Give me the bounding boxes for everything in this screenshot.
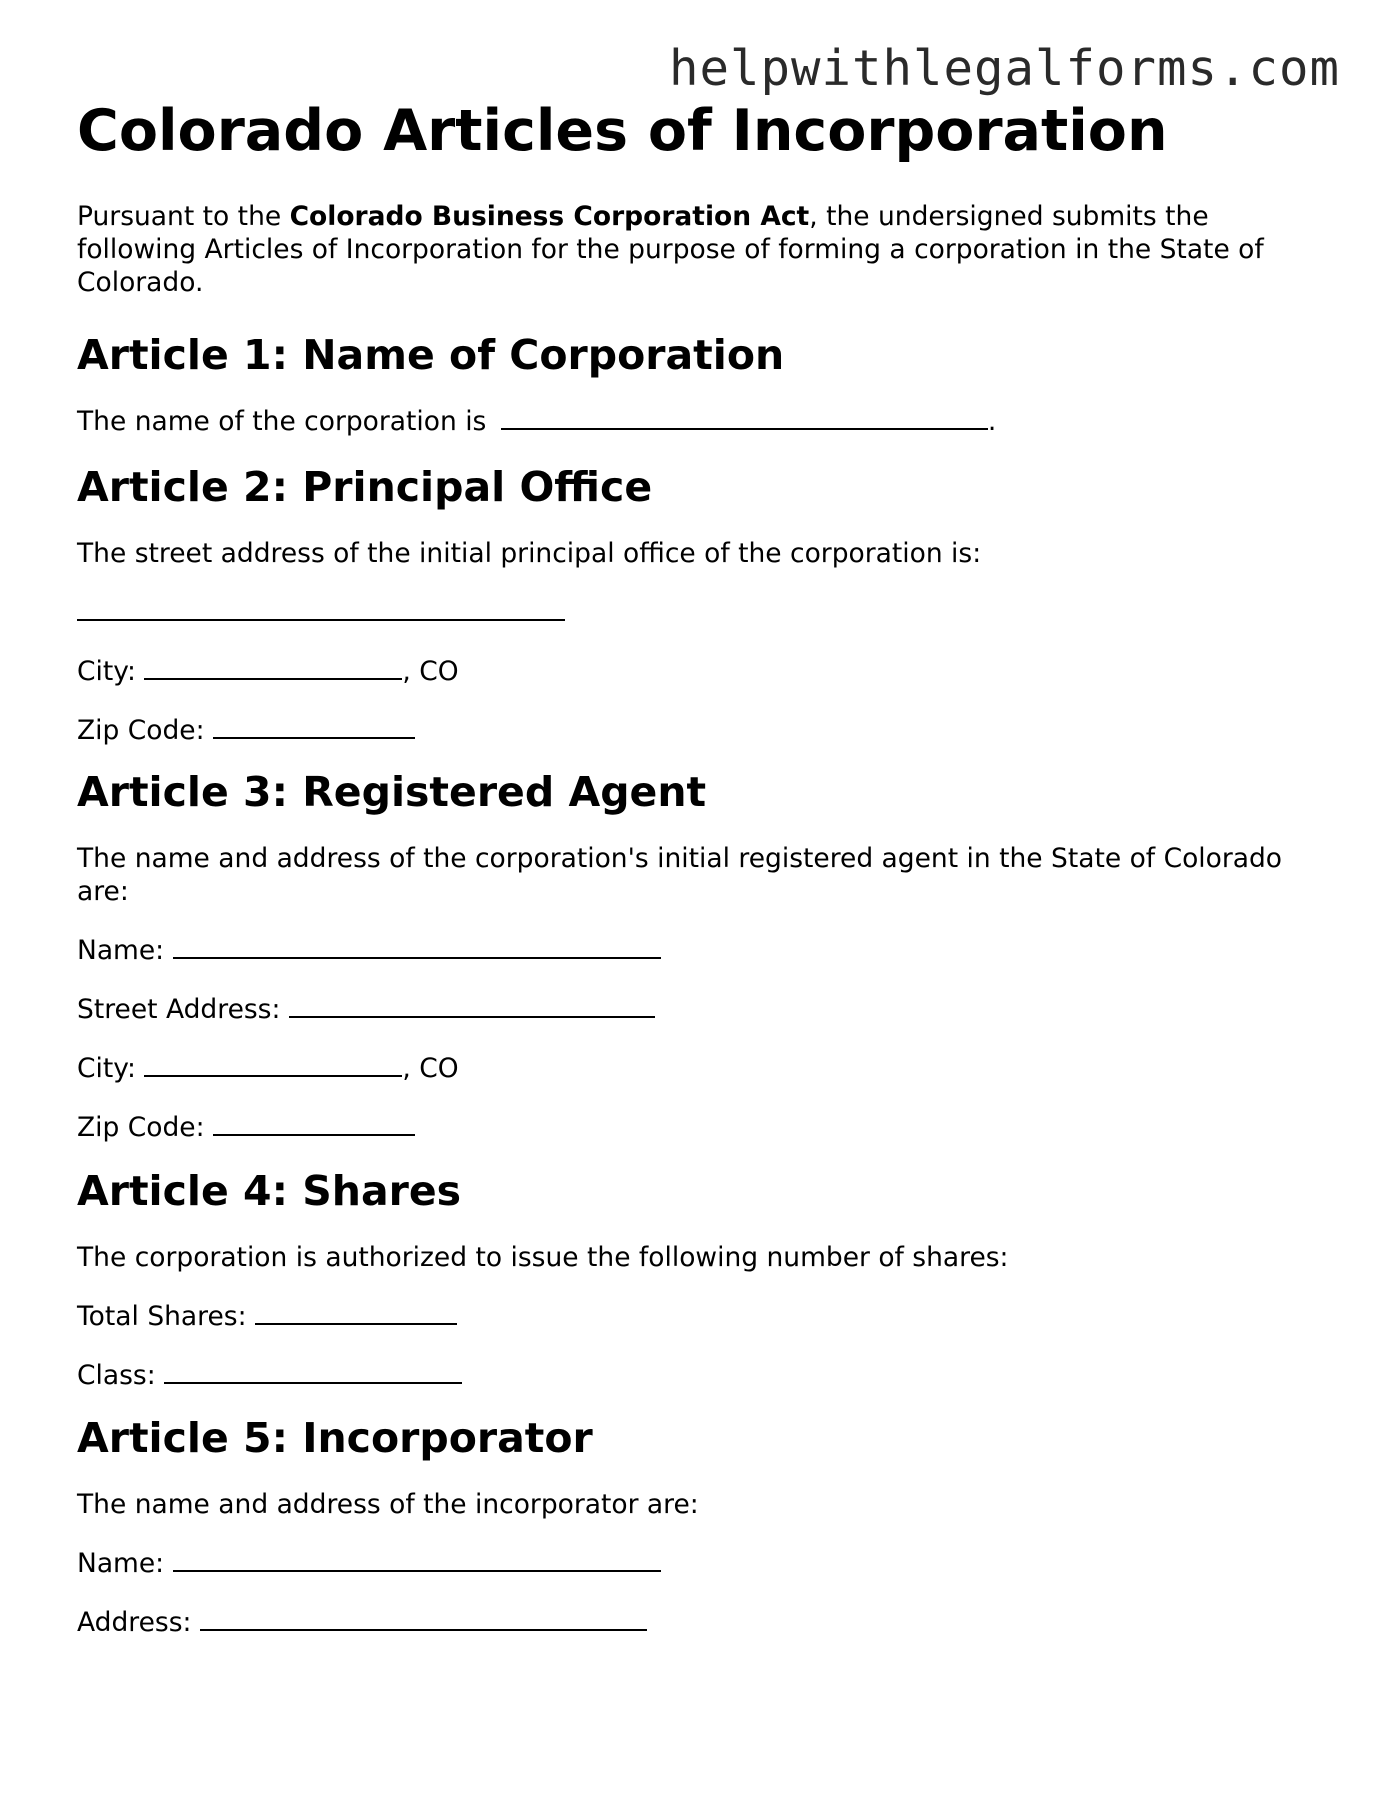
share-class-line [77, 1359, 1327, 1392]
article-5-heading: Article 5: Incorporator [77, 1414, 593, 1462]
agent-state-suffix: , CO [402, 1053, 459, 1084]
article-1-period: . [987, 406, 997, 437]
principal-city-line [77, 655, 1327, 688]
article-3-intro-text: The name and address of the corporation's initial registered agent in the State of Colorado are: [77, 843, 1283, 907]
intro-paragraph [77, 200, 1322, 299]
principal-zip-blank[interactable] [213, 715, 415, 739]
agent-street-blank[interactable] [289, 994, 655, 1018]
principal-street-blank[interactable] [77, 597, 565, 621]
site-watermark: helpwithlegalforms.com [668, 40, 1340, 97]
agent-street-label: Street Address: [77, 994, 281, 1025]
article-4-intro-text: The corporation is authorized to issue the following number of shares: [77, 1242, 1009, 1273]
agent-city-line [77, 1052, 1327, 1085]
article-2-intro-text: The street address of the initial principal office of the corporation is: [77, 538, 982, 569]
agent-city-blank[interactable] [144, 1053, 402, 1077]
article-5-intro-text: The name and address of the incorporator are: [77, 1489, 699, 1520]
principal-zip-line [77, 714, 1327, 747]
total-shares-blank[interactable] [255, 1301, 457, 1325]
intro-suffix: , the undersigned submits the following Articles of Incorporation for the purpose of forming a corporation in the State of Colorado. [77, 201, 1264, 298]
principal-address-line [77, 596, 1327, 629]
article-4-heading: Article 4: Shares [77, 1167, 462, 1215]
total-shares-line [77, 1300, 1327, 1333]
intro-prefix: Pursuant to the [77, 201, 290, 232]
article-1-name-line [77, 405, 1327, 438]
agent-name-label: Name: [77, 935, 165, 966]
document-title: Colorado Articles of Incorporation [77, 98, 1168, 164]
article-1-name-label: The name of the corporation is [77, 406, 487, 437]
agent-street-line [77, 993, 1327, 1026]
incorporator-address-line [77, 1606, 1327, 1639]
corporation-name-blank[interactable] [501, 406, 988, 430]
incorporator-name-blank[interactable] [173, 1548, 661, 1572]
incorporator-address-label: Address: [77, 1607, 192, 1638]
agent-zip-blank[interactable] [213, 1112, 415, 1136]
total-shares-label: Total Shares: [77, 1301, 247, 1332]
article-2-heading: Article 2: Principal Office [77, 463, 653, 511]
document-content [77, 96, 1327, 1639]
principal-zip-label: Zip Code: [77, 715, 205, 746]
share-class-label: Class: [77, 1360, 156, 1391]
intro-act-name: Colorado Business Corporation Act [289, 201, 810, 232]
agent-city-label: City: [77, 1053, 136, 1084]
share-class-blank[interactable] [164, 1360, 462, 1384]
incorporator-name-line [77, 1547, 1327, 1580]
principal-city-blank[interactable] [144, 656, 402, 680]
agent-zip-label: Zip Code: [77, 1112, 205, 1143]
incorporator-name-label: Name: [77, 1548, 165, 1579]
agent-zip-line [77, 1111, 1327, 1144]
principal-city-label: City: [77, 656, 136, 687]
principal-state-suffix: , CO [402, 656, 459, 687]
article-1-heading: Article 1: Name of Corporation [77, 331, 785, 379]
agent-name-blank[interactable] [173, 935, 661, 959]
article-3-heading: Article 3: Registered Agent [77, 768, 707, 816]
incorporator-address-blank[interactable] [200, 1607, 647, 1631]
agent-name-line [77, 934, 1327, 967]
